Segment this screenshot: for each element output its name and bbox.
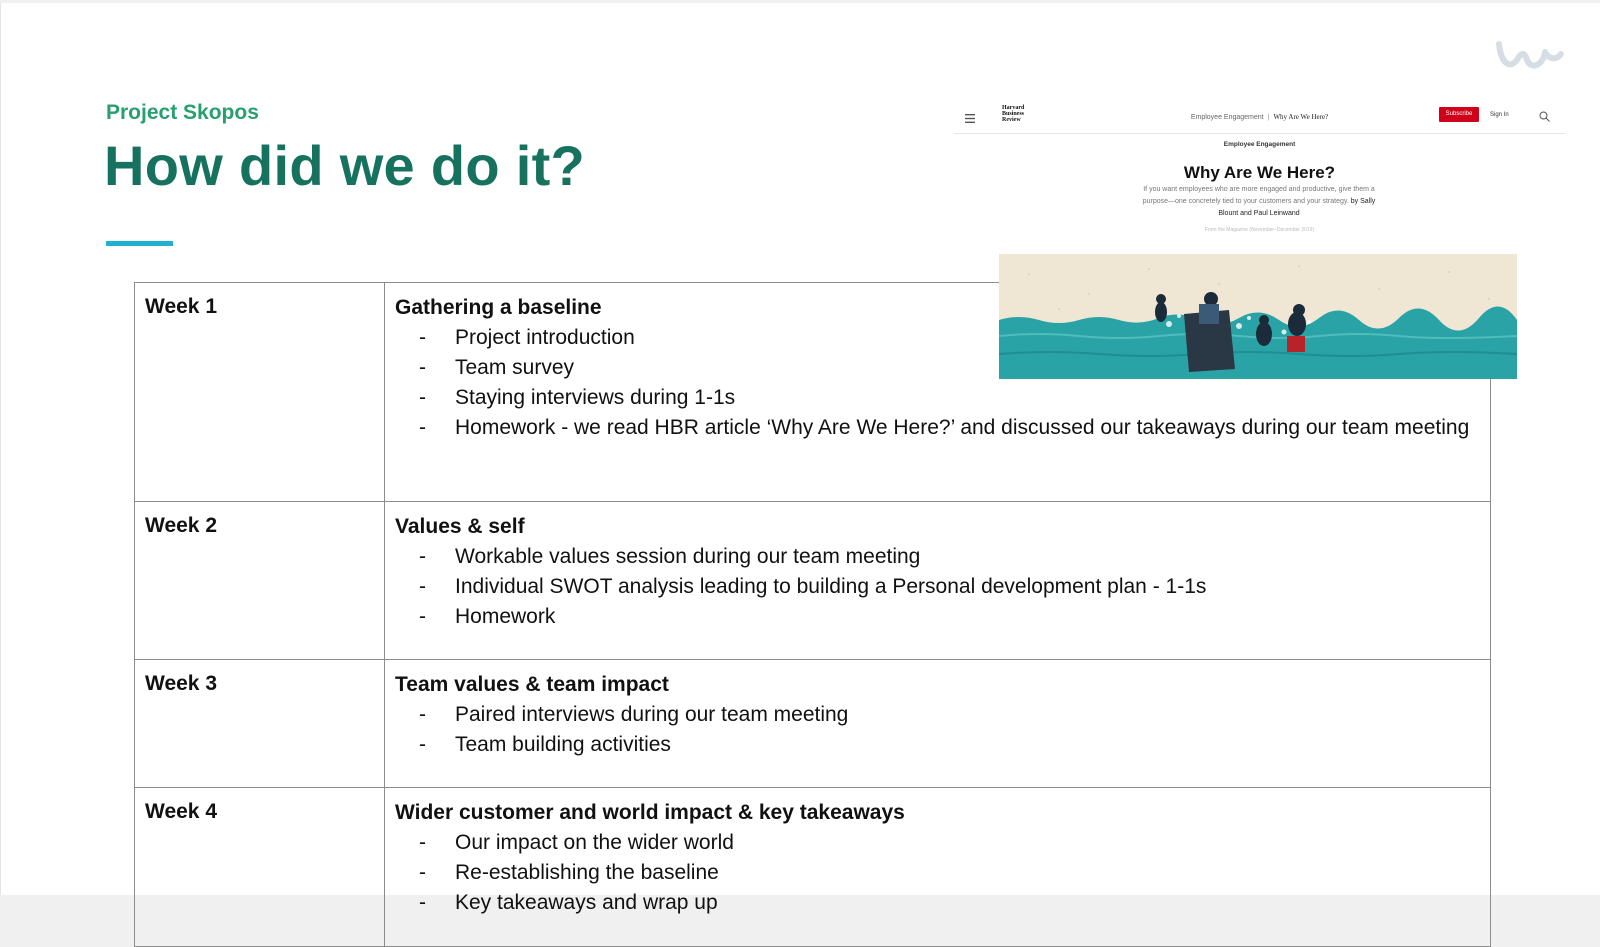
sign-in-link: Sign In [1490,112,1509,118]
week-content [385,660,1491,788]
article-category: Employee Engagement [1223,141,1296,148]
dash-bullet: - [419,891,426,914]
weeks-table [134,282,1491,947]
logo-line: Harvard [1002,105,1025,111]
week-content [385,788,1491,947]
week-heading: Values & self [395,515,525,538]
table-row [135,788,1491,947]
dash-bullet: - [419,386,426,409]
dash-bullet: - [419,605,426,628]
table-row [135,502,1491,660]
list-item [395,828,1480,858]
list-item-text: Paired interviews during our team meeting [455,703,849,726]
article-byline: by Sally Blount and Paul Leinwand [1218,198,1376,217]
week-label: Week 4 [135,788,385,947]
week-label: Week 3 [135,660,385,788]
article-deck-text: If you want employees who are more engaged and productive, give them a purpose—one concretely tied to your customers and your strategy. [1142,186,1375,205]
list-item [395,542,1480,572]
subscribe-button: Subscribe [1439,107,1479,122]
list-item-text: Key takeaways and wrap up [455,891,718,914]
week-heading: Wider customer and world impact & key takeaways [395,801,905,824]
workable-logo-icon [1495,36,1567,81]
list-item [395,858,1480,888]
list-item-text: Individual SWOT analysis leading to building a Personal development plan - 1-1s [455,575,1207,598]
week-label: Week 1 [135,283,385,502]
dash-bullet: - [419,356,426,379]
logo-line: Business [1002,111,1025,117]
dash-bullet: - [419,416,426,439]
article-header-bar [954,97,1565,134]
list-item-text: Homework [455,605,556,628]
list-item [395,888,1480,918]
article-deck [1139,184,1379,220]
list-item-text: Homework - we read HBR article ‘Why Are We Here?’ and discussed our takeaways during our team meeting [455,416,1470,439]
breadcrumb-section: Employee Engagement [1190,114,1264,121]
article-meta: From the Magazine (November–December 2019) [1204,227,1315,233]
list-item-text: Team survey [455,356,575,379]
list-item-text: Staying interviews during 1-1s [455,386,736,409]
breadcrumb-separator: | [1267,114,1270,121]
dash-bullet: - [419,703,426,726]
dash-bullet: - [419,733,426,756]
activity-list [395,542,1480,632]
week-content [385,502,1491,660]
dash-bullet: - [419,326,426,349]
list-item-text: Workable values session during our team meeting [455,545,921,568]
list-item-text: Re-establishing the baseline [455,861,719,884]
dash-bullet: - [419,575,426,598]
dash-bullet: - [419,861,426,884]
logo-line: Review [1002,117,1021,123]
week-heading: Gathering a baseline [395,296,602,319]
table-row [135,660,1491,788]
activity-list [395,700,1480,760]
list-item-text: Our impact on the wider world [455,831,734,854]
week-label: Week 2 [135,502,385,660]
dash-bullet: - [419,545,426,568]
project-kicker: Project Skopos [106,101,259,124]
breadcrumb-page: Why Are We Here? [1273,113,1329,121]
list-item [395,700,1480,730]
list-item-text: Project introduction [455,326,635,349]
page-title: How did we do it? [104,134,586,197]
week-heading: Team values & team impact [395,673,669,696]
list-item-text: Team building activities [455,733,671,756]
dash-bullet: - [419,831,426,854]
list-item [395,383,1480,413]
activity-list [395,828,1480,918]
list-item [395,730,1480,760]
list-item [395,602,1480,632]
article-headline: Why Are We Here? [1183,163,1336,182]
search-icon [1539,109,1550,127]
title-accent-rule [106,241,173,246]
list-item [395,413,1480,443]
list-item [395,572,1480,602]
article-illustration [999,254,1517,379]
